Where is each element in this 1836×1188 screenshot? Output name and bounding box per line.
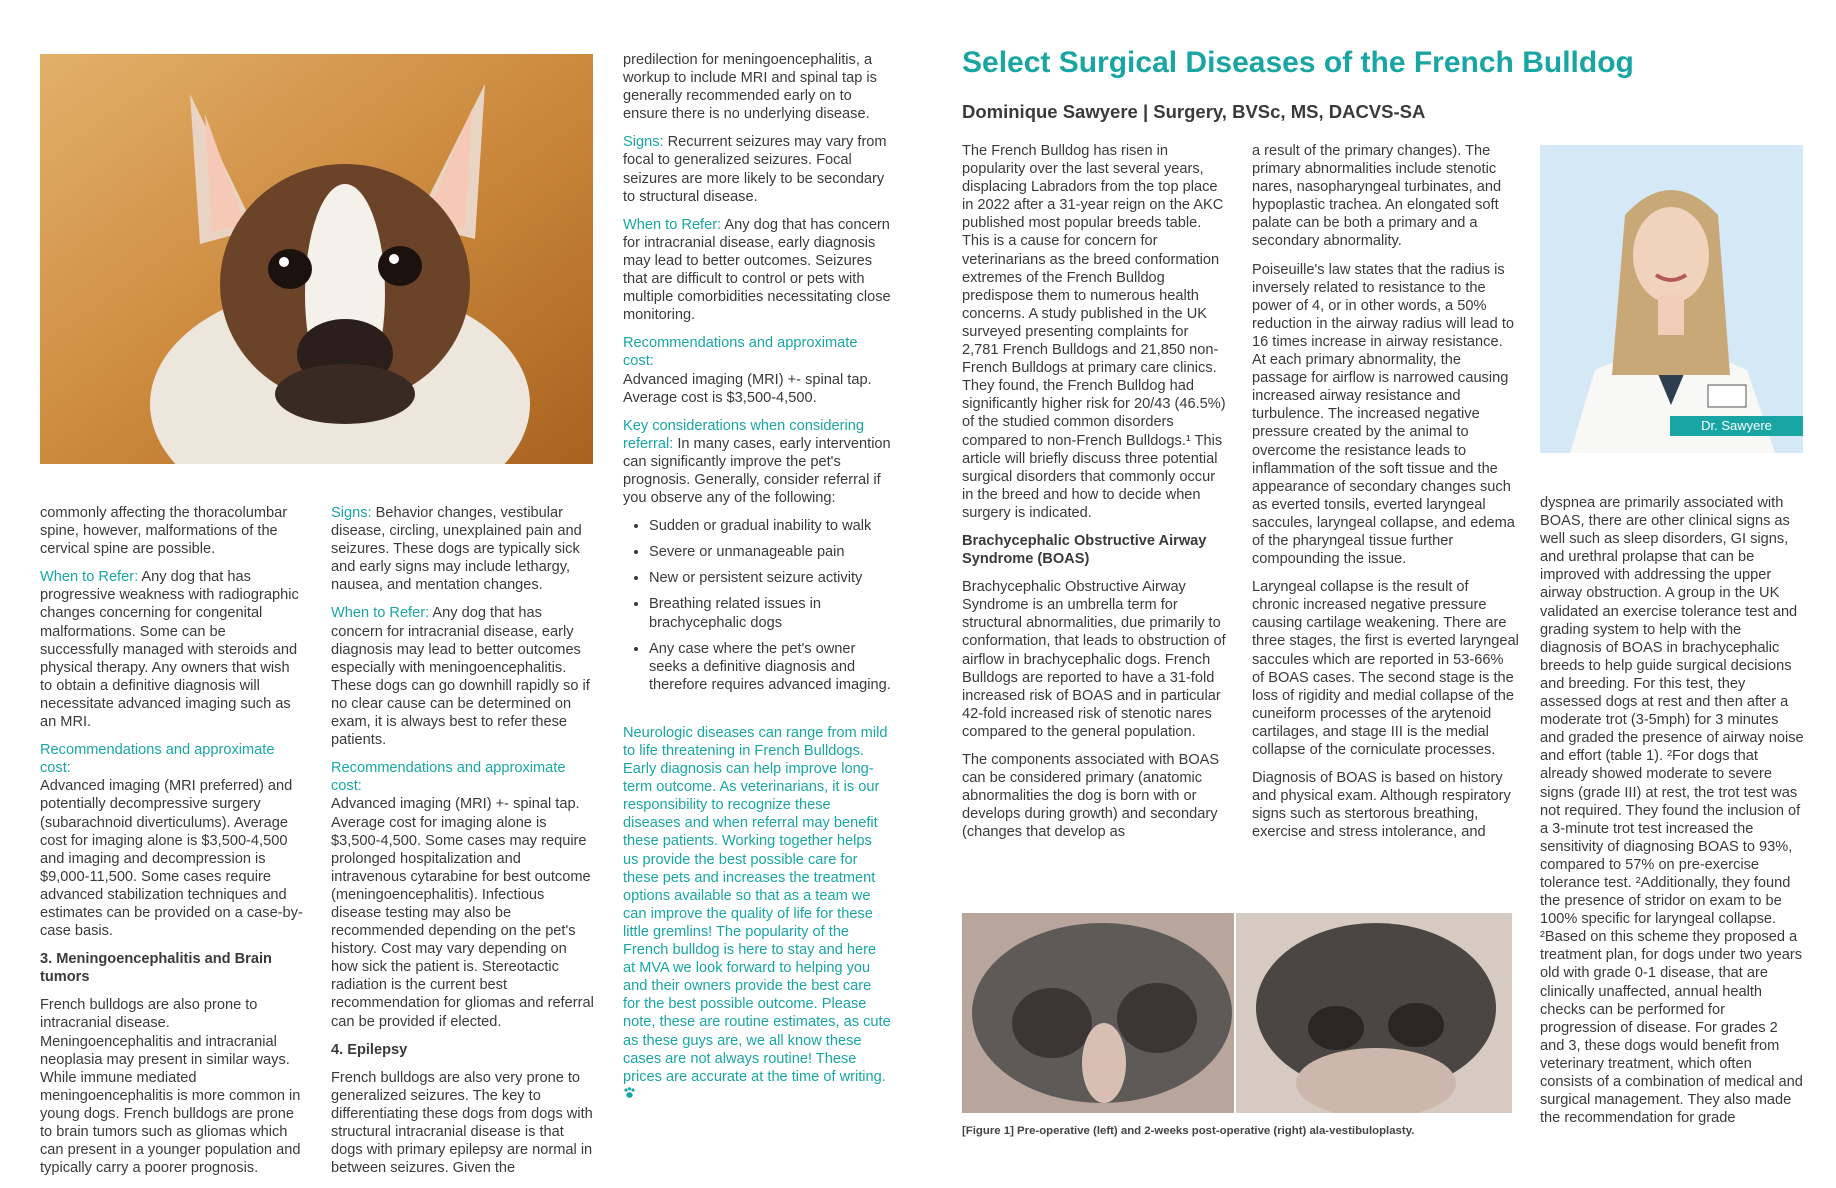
column-2 [331, 504, 597, 1187]
signs-label: Signs: [331, 505, 372, 521]
column-4 [962, 142, 1227, 851]
paragraph: The components associated with BOAS can be considered primary (anatomic abnormalities the dog is born with or develops during growth) and secondary (changes that develop as [962, 752, 1220, 841]
paragraph-text: Neurologic diseases can range from mild to life threatening in French Bulldogs. Early diagnosis can help improve long-term outcome. As veterinarians, it is our responsibility to recognize these diseases and when referral may benefit these patients. Working together helps us provide the best possible care for these pets and increases the treatment options available so that as a team we can improve the quality of life for these little gremlins! The popularity of the French bulldog is here to stay and here at MVA we look forward to helping you and their owners provide the best care for the best possible outcome. Please note, these are routine estimates, as cute as these guys are, we all know these cases are not always routine! These prices are accurate at the time of writing. [623, 724, 891, 1085]
paragraph: Poiseuille's law states that the radius is inversely related to resistance to the power of 4, or in other words, a 50% reduction in the airway radius will lead to 16 times increase in airway resistance. At each primary abnormality, the passage for airflow is narrowed causing increased airway resistance and turbulence. The increased negative pressure created by the animal to overcome the resistance leads to inflammation of the soft tissue and the appearance of secondary changes such as everted tonsils, everted laryngeal saccules, laryngeal collapse, and edema of the pharyngeal tissue further compounding the issue. [1252, 261, 1515, 568]
paragraph: French bulldogs are also very prone to generalized seizures. The key to differentiating these dogs from dogs with structural intracranial disease is that dogs with primary epilepsy are normal in between seizures. Given the [331, 1069, 593, 1177]
recommendations-label: Recommendations and approximate cost: [40, 742, 275, 777]
paragraph-text: Recurrent seizures may vary from focal to generalized seizures. Focal seizures are more likely to be secondary to structural disease. [623, 134, 887, 205]
paw-icon [623, 1086, 636, 1104]
paragraph [623, 216, 891, 325]
recommendations-label: Recommendations and approximate cost: [623, 335, 858, 370]
paragraph: Brachycephalic Obstructive Airway Syndrome is an umbrella term for structural abnormalities, due primarily to conformation, that leads to obstruction of airflow in brachycephalic dogs. French Bulldogs are reported to have a 31-fold increased risk of BOAS and in particular 42-fold increased risk of stenotic nares compared to the general population. [962, 579, 1226, 740]
when-to-refer-label: When to Refer: [40, 569, 139, 586]
paragraph-text: Advanced imaging (MRI) +- spinal tap. Average cost is $3,500-4,500. [623, 371, 872, 406]
list-item: • Breathing related issues in brachycephalic dogs [649, 595, 891, 631]
paragraph: a result of the primary changes). The primary abnormalities include stenotic nares, nasopharyngeal turbinates, and hypoplastic trachea. An elongated soft palate can be both a primary and a secondary abnormality. [1252, 143, 1502, 250]
column-3 [623, 51, 891, 1114]
when-to-refer-label: When to Refer: [623, 216, 722, 233]
french-bulldog-photo [40, 54, 593, 464]
closing-paragraph [623, 724, 891, 1104]
paragraph: Diagnosis of BOAS is based on history and physical exam. Although respiratory signs such as stertorous breathing, exercise and stress intolerance, and [1252, 770, 1511, 841]
paragraph: commonly affecting the thoracolumbar spine, however, malformations of the cervical spine are possible. [40, 505, 288, 558]
list-item: • Sudden or gradual inability to walk [649, 517, 891, 535]
key-considerations-label: Key considerations when considering referral: [623, 417, 864, 452]
paragraph [331, 504, 597, 594]
column-1 [40, 504, 304, 1187]
paragraph: The French Bulldog has risen in popularity over the last several years, displacing Labradors from the top place in 2022 after a 31-year reign on the AKC published most popular breeds table. This is a cause for concern for veterinarians as the breed conformation extremes of the French Bulldog predispose them to numerous health concerns. A study published in the UK surveyed presenting complaints for 2,781 French Bulldogs and 21,850 non-French Bulldogs at primary care clinics. They found, the French Bulldog had significantly higher risk for 20/43 (46.5%) of the studied common disorders compared to non-French Bulldogs.¹ This article will briefly discuss three potential surgical disorders that commonly occur in the breed and how to decide when surgery is indicated. [962, 143, 1226, 521]
section-heading: 3. Meningoencephalitis and Brain tumors [40, 951, 272, 986]
paragraph: dyspnea are primarily associated with BOAS, there are other clinical signs as well such as sleep disorders, GI signs, and urethral prolapse that can be improved with addressing the upper airway obstruction. A group in the UK validated an exercise tolerance test and grading system to help with the diagnosis of BOAS in brachycephalic breeds to help guide surgical decisions and breeding. For this test, they assessed dogs at rest and then after a moderate trot (3-5mph) for 3 minutes and graded the presence of airway noise and effort (table 1). ²For dogs that already showed moderate to severe signs (grade III) at rest, the trot test was not required. They found the inclusion of a 3-minute trot test increased the sensitivity of diagnosing BOAS to 93%, compared to 57% on pre-exercise tolerance test. ²Additionally, they found the presence of stridor on exam to be 100% specific for laryngeal collapse. ²Based on this scheme they proposed a treatment plan, for dogs under two years old with grade 0-1 disease, that are clinically unaffected, annual health checks can be performed for progression of disease. For grades 2 and 3, these dogs would benefit from veterinary treatment, which often consists of a combination of medical and surgical management. They also made the recommendation for grade [1540, 495, 1804, 1127]
paragraph: predilection for meningoencephalitis, a workup to include MRI and spinal tap is generally recommended early on to ensure there is no underlying disease. [623, 52, 877, 123]
list-item: • Severe or unmanageable pain [649, 543, 891, 561]
article-title: Select Surgical Diseases of the French Bulldog [962, 46, 1634, 79]
paragraph [40, 568, 304, 731]
paragraph-text: Any dog that has concern for intracranial disease, early diagnosis may lead to better outcomes. Seizures that are difficult to control or pets with multiple comorbidities necessitating close monitoring. [623, 216, 891, 324]
paragraph-text: Any dog that has concern for intracranial disease, early diagnosis may lead to better outcomes especially with meningoencephalitis. These dogs can go downhill rapidly so if no clear cause can be determined on exam, it is always best to refer these patients. [331, 605, 590, 749]
column-5 [1252, 142, 1519, 851]
paragraph: Laryngeal collapse is the result of chronic increased negative pressure causing cartilage weakening. There are three stages, the first is everted laryngeal saccules which are reported in 53-66% of BOAS cases. The second stage is the loss of rigidity and medial collapse of the cuneiform processes of the arytenoid cartilages, and stage III is the medial collapse of the corniculate processes. [1252, 579, 1519, 758]
paragraph: French bulldogs are also prone to intracranial disease. Meningoencephalitis and intracranial neoplasia may present in similar ways. While immune mediated meningoencephalitis is more common in young dogs. French bulldogs are prone to brain tumors such as gliomas which can present in a younger population and typically carry a poorer prognosis. [40, 997, 301, 1177]
section-heading: 4. Epilepsy [331, 1041, 408, 1058]
list-item: • New or persistent seizure activity [649, 569, 891, 587]
when-to-refer-label: When to Refer: [331, 605, 430, 622]
paragraph-text: In many cases, early intervention can significantly improve the pet's prognosis. Generally, consider referral if you observe any of the following: [623, 435, 891, 507]
author-photo [1540, 145, 1803, 453]
section-heading: Brachycephalic Obstructive Airway Syndrome (BOAS) [962, 532, 1207, 568]
figure-pre-operative-photo [962, 913, 1234, 1113]
paragraph [331, 604, 597, 749]
paragraph [623, 334, 891, 406]
list-item: • Any case where the pet's owner seeks a definitive diagnosis and therefore requires advanced imaging. [649, 640, 891, 694]
paragraph [40, 741, 304, 940]
paragraph [331, 759, 597, 1030]
figure-post-operative-photo [1236, 913, 1512, 1113]
paragraph-text: Advanced imaging (MRI) +- spinal tap. Average cost for imaging alone is $3,500-4,500. Some cases may require prolonged hospitalization and intravenous cytarabine for best outcome (meningoencephalitis). Infectious disease testing may also be recommended depending on the pet's history. Cost may vary depending on how sick the patient is. Stereotactic radiation is the current best recommendation for gliomas and referral can be provided if elected. [331, 796, 594, 1030]
paragraph-text: Any dog that has progressive weakness with radiographic changes concerning for congenital malformations. Some can be successfully managed with steroids and physical therapy. Any owners that wish to obtain a definitive diagnosis will necessitate advanced imaging such as an MRI. [40, 569, 299, 731]
photo-label: Dr. Sawyere [1670, 416, 1803, 436]
signs-label: Signs: [623, 134, 664, 151]
column-6 [1540, 494, 1805, 1137]
paragraph-text: Advanced imaging (MRI preferred) and potentially decompressive surgery (subarachnoid diverticulums). Average cost for imaging alone is $3,500-4,500 and imaging and decompression is $9,000-11,500. Some cases require advanced stabilization techniques and estimates can be provided on a case-by-case basis. [40, 778, 303, 940]
paragraph [623, 133, 891, 205]
figure-caption: [Figure 1] Pre-operative (left) and 2-weeks post-operative (right) ala-vestibuloplasty. [962, 1125, 1415, 1137]
recommendations-label: Recommendations and approximate cost: [331, 760, 566, 795]
referral-criteria-list [623, 517, 891, 694]
paragraph-text: Behavior changes, vestibular disease, circling, unexplained pain and seizures. These dogs are typically sick and early signs may include lethargy, nausea, and mentation changes. [331, 505, 582, 594]
paragraph [623, 417, 891, 507]
author-byline: Dominique Sawyere | Surgery, BVSc, MS, DACVS-SA [962, 101, 1426, 122]
